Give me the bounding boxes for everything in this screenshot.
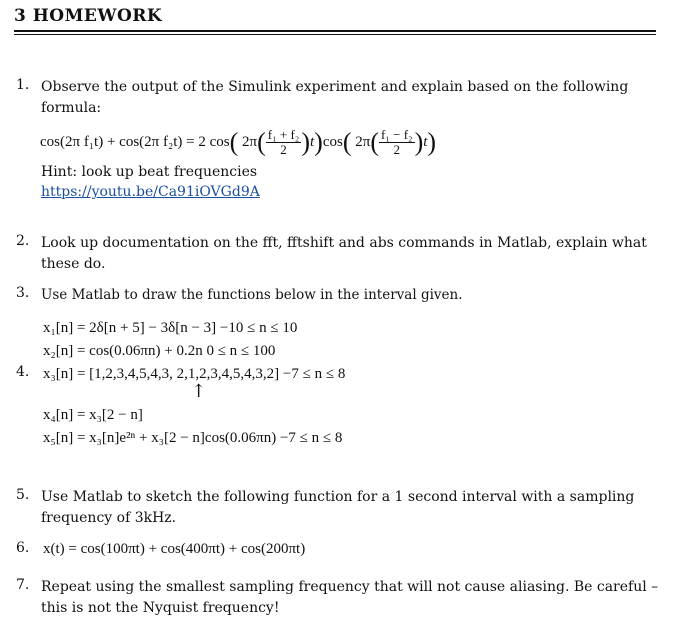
q1-frac-sum: $\frac{\text{f₁ + f₂}}{2}$ <box>267 127 300 157</box>
q2-text: Look up documentation on the fft, fftshift and abs commands in Matlab, explain what these do. <box>41 235 647 272</box>
q3-text: Use Matlab to draw the functions below in the interval given. <box>41 287 463 303</box>
q4-x3-formula: x₃[n] = [1,2,3,4,5,4,3, 2,1,2,3,4,5,4,3,2] −7 ≤ n ≤ 8 <box>43 366 346 382</box>
q1-formula: cos(2π f₁t) + cos(2π f₂t) = 2 cos( 2π( $\frac{\text{f₁ + f₂}}{2}$ )t)cos( 2π( $\frac{\text{f₁ − f₂}}{2}$ )t) <box>40 127 437 157</box>
q1-hint: Hint: look up beat frequencies <box>41 164 258 180</box>
q2-number: 2. <box>16 233 30 249</box>
q6-formula: x(t) = cos(100πt) + cos(400πt) + cos(200πt) <box>43 541 306 557</box>
q1-text: Observe the output of the Simulink experiment and explain based on the following formula: <box>41 79 629 116</box>
q7-text: Repeat using the smallest sampling frequency that will not cause aliasing. Be careful – this is not the Nyquist frequency! <box>41 579 659 616</box>
q1-number: 1. <box>16 77 30 93</box>
q1-formula-lhs: cos(2π f₁t) + cos(2π f₂t) = 2 cos <box>40 133 230 150</box>
q5-text: Use Matlab to sketch the following function for a 1 second interval with a sampling frequency of 3kHz. <box>41 489 635 526</box>
q3-number: 3. <box>16 285 30 301</box>
q4-x4-formula: x₄[n] = x₃[2 − n] <box>43 407 143 423</box>
q3-x2-formula: x₂[n] = cos(0.06πn) + 0.2n 0 ≤ n ≤ 100 <box>43 343 276 359</box>
q1-frac-diff: $\frac{\text{f₁ − f₂}}{2}$ <box>381 127 413 157</box>
q1-hint-link[interactable]: https://youtu.be/Ca91iOVGd9A <box>41 184 260 200</box>
q4-number: 4. <box>16 364 30 380</box>
heading-rule-thick <box>14 30 656 32</box>
section-heading: 3 HOMEWORK <box>14 6 163 26</box>
heading-rule-thin <box>14 34 656 35</box>
q6-number: 6. <box>16 540 30 556</box>
origin-arrow-icon: ↑ <box>191 381 207 402</box>
q5-number: 5. <box>16 487 30 503</box>
q4-x5-formula: x₅[n] = x₃[n]e²ⁿ + x₃[2 − n]cos(0.06πn) −7 ≤ n ≤ 8 <box>43 430 343 446</box>
q3-x1-formula: x₁[n] = 2δ[n + 5] − 3δ[n − 3] −10 ≤ n ≤ 10 <box>43 320 298 336</box>
q7-number: 7. <box>16 577 30 593</box>
